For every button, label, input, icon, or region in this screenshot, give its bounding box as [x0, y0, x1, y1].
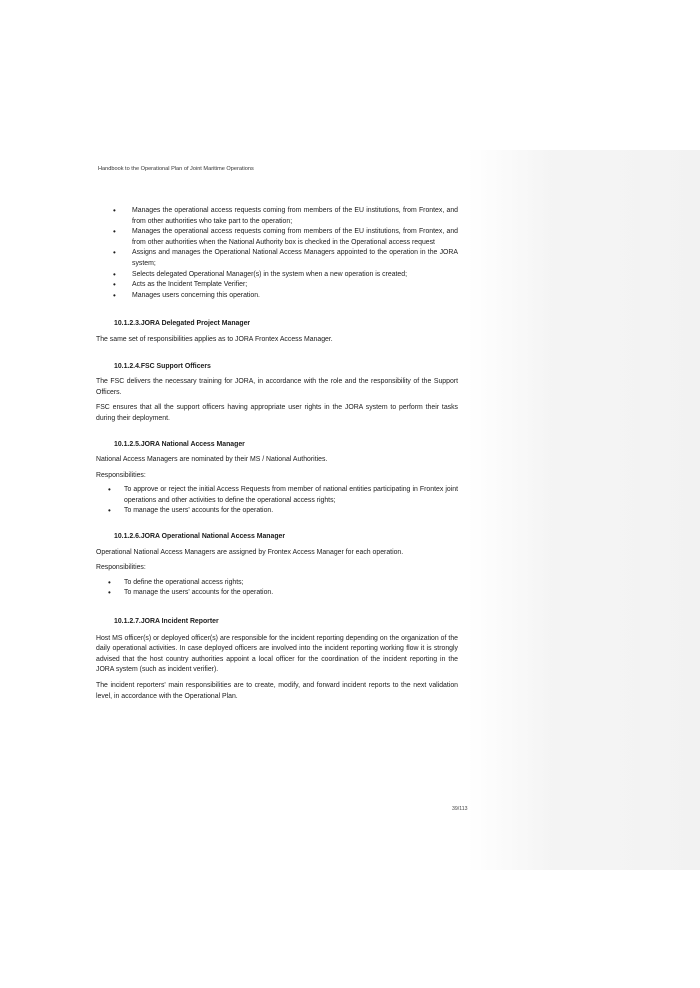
section-heading: 10.1.2.5.JORA National Access Manager — [114, 440, 245, 448]
list-item: • Selects delegated Operational Manager(s) in the system when a new operation is created; — [96, 270, 458, 281]
paragraph: The incident reporters' main responsibilities are to create, modify, and forward incident reports to the next validation level, in accordance with the Operational Plan. — [96, 682, 458, 700]
section-heading: 10.1.2.3.JORA Delegated Project Manager — [114, 320, 251, 328]
list-item: • Manages users concerning this operation. — [96, 291, 458, 302]
responsibility-list — [96, 485, 458, 517]
list-item: • Manages the operational access requests coming from members of the EU institutions, from Frontex, and from other authorities when the National Authority box is checked in the Operational access request — [96, 227, 458, 248]
paragraph: The same set of responsibilities applies as to JORA Frontex Access Manager. — [96, 335, 333, 343]
list-item: • To manage the users' accounts for the operation. — [96, 506, 458, 517]
scan-shadow — [468, 150, 700, 870]
responsibility-list — [96, 578, 458, 599]
section-heading: 10.1.2.6.JORA Operational National Access Manager — [114, 533, 286, 541]
list-item: • To approve or reject the initial Access Requests from member of national entities participating in Frontex joint operations and other activities to define the operational access rights; — [96, 485, 458, 506]
responsibility-list — [96, 206, 458, 301]
section-heading: 10.1.2.4.FSC Support Officers — [114, 362, 211, 370]
list-item: • To manage the users' accounts for the operation. — [96, 588, 458, 599]
list-item: • Acts as the Incident Template Verifier; — [96, 280, 458, 291]
paragraph: Responsibilities: — [96, 471, 146, 479]
paragraph: The FSC delivers the necessary training for JORA, in accordance with the role and the responsibility of the Support Officers. — [96, 378, 458, 396]
paragraph: Host MS officer(s) or deployed officer(s) are responsible for the incident reporting depending on the organization of the daily operational activities. In case deployed officers are involved into the incident reporting working flow it is strongly advised that the host country authorities appoint a local officer for the coordination of the incident reporting in the JORA system (such as incident verifier). — [96, 634, 458, 674]
paragraph: FSC ensures that all the support officers having appropriate user rights in the JORA system to perform their tasks during their deployment. — [96, 404, 458, 422]
page-content — [96, 206, 458, 702]
section-heading: 10.1.2.7.JORA Incident Reporter — [114, 618, 219, 626]
paragraph: National Access Managers are nominated by their MS / National Authorities. — [96, 456, 328, 464]
list-item: • Assigns and manages the Operational National Access Managers appointed to the operation in the JORA system; — [96, 248, 458, 269]
list-item: • To define the operational access rights; — [96, 578, 458, 589]
list-item: • Manages the operational access requests coming from members of the EU institutions, from Frontex, and from other authorities who take part to the operation; — [96, 206, 458, 227]
paragraph: Operational National Access Managers are assigned by Frontex Access Manager for each operation. — [96, 548, 404, 556]
running-header: Handbook to the Operational Plan of Joint Maritime Operations — [98, 166, 254, 172]
paragraph: Responsibilities: — [96, 564, 146, 572]
page-number: 39/113 — [452, 806, 468, 812]
